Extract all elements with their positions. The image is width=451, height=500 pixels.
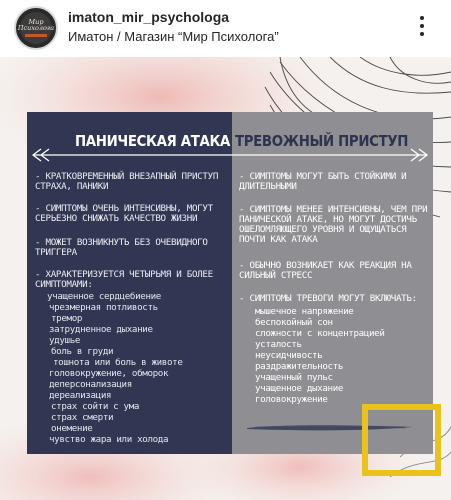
- anxiety-symptom: неусидчивость: [255, 350, 323, 361]
- post-image[interactable]: [0, 57, 451, 500]
- panic-symptom: боль в груди: [51, 346, 114, 357]
- panic-point-1: [35, 172, 218, 192]
- anxiety-point-4: [239, 294, 417, 304]
- panic-point-4-line-1: - ХАРАКТЕРИЗУЕТСЯ ЧЕТЫРЬМЯ И БОЛЕЕ: [35, 269, 213, 280]
- more-options-icon[interactable]: [414, 14, 430, 38]
- panic-point-2: [35, 204, 213, 224]
- anxiety-attack-title: ТРЕВОЖНЫЙ ПРИСТУП: [235, 132, 409, 150]
- panic-symptom: чувство жара или холода: [49, 434, 169, 445]
- panic-point-4-line-2: СИМПТОМАМИ:: [35, 279, 93, 290]
- avatar-logo-text-2: Психолога: [17, 24, 55, 32]
- anxiety-point-2: [239, 205, 427, 245]
- panic-attack-title: ПАНИЧЕСКАЯ АТАКА: [75, 132, 231, 150]
- panic-point-1-line-1: - КРАТКОВРЕМЕННЫЙ ВНЕЗАПНЫЙ ПРИСТУП: [35, 171, 219, 182]
- anxiety-point-2-line-3: ОШЕЛОМЛЯЮЩЕГО УРОВНЯ И ОЩУЩАТЬСЯ: [239, 224, 407, 235]
- panic-symptom: удушье: [49, 335, 81, 346]
- panic-symptom: дереализация: [49, 390, 112, 401]
- anxiety-point-1-line-2: ДЛИТЕЛЬНЫМИ: [239, 181, 297, 192]
- panic-symptom: затрудненное дыхание: [49, 324, 153, 335]
- comparison-card: [27, 112, 433, 454]
- panic-symptom: тошнота или боль в животе: [53, 357, 183, 368]
- panic-symptom: онемение: [51, 423, 93, 434]
- double-arrow-divider: [27, 148, 433, 162]
- anxiety-point-1-line-1: - СИМПТОМЫ МОГУТ БЫТЬ СТОЙКИМИ И: [239, 171, 407, 182]
- anxiety-symptom: сложности с концентрацией: [255, 328, 385, 339]
- panic-point-3: [35, 238, 208, 258]
- panic-point-2-line-1: - СИМПТОМЫ ОЧЕНЬ ИНТЕНСИВНЫ, МОГУТ: [35, 203, 213, 214]
- avatar[interactable]: [14, 6, 58, 50]
- anxiety-symptom: беспокойный сон: [255, 317, 333, 328]
- anxiety-point-3: [239, 261, 412, 281]
- panic-point-3-line-2: ТРИГГЕРА: [35, 247, 77, 258]
- panic-symptom: деперсонализация: [49, 379, 132, 390]
- panic-point-4: [35, 270, 213, 290]
- anxiety-point-2-line-4: ПОЧТИ КАК АТАКА: [239, 234, 318, 245]
- anxiety-symptom: головокружение: [255, 394, 328, 405]
- gold-frame-decoration: [362, 404, 441, 476]
- location-subtitle[interactable]: Иматон / Магазин “Мир Психолога”: [68, 29, 279, 44]
- post-header: [0, 0, 451, 56]
- anxiety-symptom: усталость: [255, 339, 302, 350]
- anxiety-point-2-line-2: ПАНИЧЕСКОЙ АТАКЕ, НО МОГУТ ДОСТИЧЬ: [239, 214, 417, 225]
- panic-symptom: страх смерти: [51, 412, 114, 423]
- anxiety-point-2-line-1: - СИМПТОМЫ МЕНЕЕ ИНТЕНСИВНЫ, ЧЕМ ПРИ: [239, 204, 428, 215]
- panic-symptom: учащенное сердцебиение: [47, 291, 161, 302]
- anxiety-symptom: учащенный пульс: [255, 372, 333, 383]
- anxiety-point-3-line-1: - ОБЫЧНО ВОЗНИКАЕТ КАК РЕАКЦИЯ НА: [239, 260, 412, 271]
- anxiety-symptom: мышечное напряжение: [255, 306, 354, 317]
- anxiety-point-1: [239, 172, 406, 192]
- panic-point-1-line-2: СТРАХА, ПАНИКИ: [35, 181, 109, 192]
- anxiety-point-3-line-2: СИЛЬНЫЙ СТРЕСС: [239, 270, 313, 281]
- panic-symptom: головокружение, обморок: [49, 368, 169, 379]
- avatar-logo-text-1: Мир: [28, 18, 44, 26]
- panic-point-2-line-2: СЕРЬЕЗНО СНИЖАТЬ КАЧЕСТВО ЖИЗНИ: [35, 213, 198, 224]
- panic-point-3-line-1: - МОЖЕТ ВОЗНИКНУТЬ БЕЗ ОЧЕВИДНОГО: [35, 237, 208, 248]
- anxiety-symptom: раздражительность: [255, 361, 344, 372]
- panic-symptom: чрезмерная потливость: [49, 302, 158, 313]
- panic-symptom: страх сойти с ума: [51, 401, 140, 412]
- panic-symptom: тремор: [51, 313, 83, 324]
- avatar-logo-bar: [25, 34, 47, 37]
- anxiety-symptom: учащенное дыхание: [255, 383, 344, 394]
- anxiety-point-4-line-1: - СИМПТОМЫ ТРЕВОГИ МОГУТ ВКЛЮЧАТЬ:: [239, 293, 417, 304]
- username[interactable]: imaton_mir_psychologa: [68, 9, 230, 25]
